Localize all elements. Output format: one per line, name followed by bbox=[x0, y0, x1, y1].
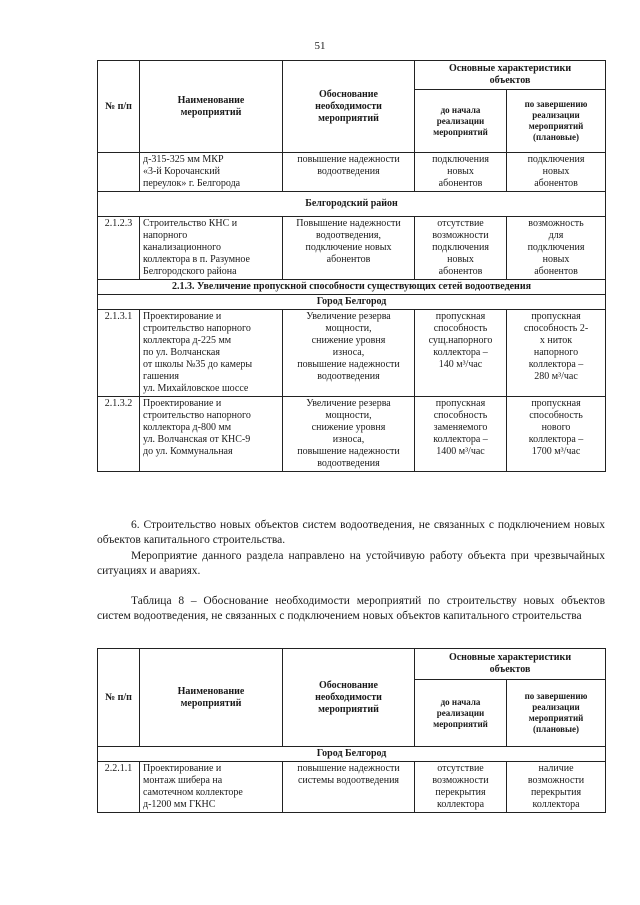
cell-num: 2.1.3.1 bbox=[98, 310, 140, 397]
cell-name: Проектирование и строительство напорного коллектора д-800 мм ул. Волчанская от КНС-9 до ул. Коммунальная bbox=[140, 397, 283, 472]
section-city-belgorod: Город Белгород bbox=[98, 747, 606, 762]
cell-after: пропускная способность 2- х ниток напорного коллектора – 280 м³/час bbox=[507, 310, 606, 397]
paragraph-purpose: Мероприятие данного раздела направлено на устойчивую работу объекта при чрезвычайных ситуациях и авариях. bbox=[97, 550, 605, 577]
table-water-disposal-measures bbox=[97, 60, 606, 472]
cell-after: пропускная способность нового коллектора – 1700 м³/час bbox=[507, 397, 606, 472]
cell-after: наличие возможности перекрытия коллектора bbox=[507, 762, 606, 813]
cell-justification: Повышение надежности водоотведения, подключение новых абонентов bbox=[283, 217, 415, 280]
cell-justification: Увеличение резерва мощности, снижение уровня износа, повышение надежности водоотведения bbox=[283, 310, 415, 397]
cell-name: Проектирование и строительство напорного коллектора д-225 мм по ул. Волчанская от школы №35 до камеры гашения ул. Михайловское шоссе bbox=[140, 310, 283, 397]
cell-justification: повышение надежности водоотведения bbox=[283, 153, 415, 192]
header-justification: Обоснование необходимости мероприятий bbox=[283, 61, 415, 153]
section-row bbox=[98, 280, 606, 295]
cell-justification: повышение надежности системы водоотведения bbox=[283, 762, 415, 813]
cell-before: подключения новых абонентов bbox=[415, 153, 507, 192]
table-8 bbox=[97, 648, 606, 813]
section-belgorod-district: Белгородский район bbox=[98, 192, 606, 217]
header-name: Наименование мероприятий bbox=[140, 61, 283, 153]
header-before: до начала реализации мероприятий bbox=[415, 680, 507, 747]
header-after: по завершению реализации мероприятий (плановые) bbox=[507, 680, 606, 747]
header-characteristics: Основные характеристики объектов bbox=[415, 61, 606, 90]
cell-num bbox=[98, 153, 140, 192]
section-capacity-increase: 2.1.3. Увеличение пропускной способности существующих сетей водоотведения bbox=[98, 280, 606, 295]
header-name: Наименование мероприятий bbox=[140, 649, 283, 747]
header-num: № п/п bbox=[98, 61, 140, 153]
header-num: № п/п bbox=[98, 649, 140, 747]
cell-after: подключения новых абонентов bbox=[507, 153, 606, 192]
paragraph-section-6: 6. Строительство новых объектов систем водоотведения, не связанных с подключением новых объектов капитального строительства. bbox=[97, 519, 605, 546]
section-row bbox=[98, 747, 606, 762]
cell-name: д-315-325 мм МКР «3-й Корочанский переулок» г. Белгорода bbox=[140, 153, 283, 192]
cell-num: 2.1.2.3 bbox=[98, 217, 140, 280]
page-number: 51 bbox=[314, 40, 326, 52]
cell-before: отсутствие возможности перекрытия коллектора bbox=[415, 762, 507, 813]
table-row bbox=[98, 397, 606, 472]
header-characteristics: Основные характеристики объектов bbox=[415, 649, 606, 680]
cell-name: Проектирование и монтаж шибера на самотечном коллекторе д-1200 мм ГКНС bbox=[140, 762, 283, 813]
cell-num: 2.2.1.1 bbox=[98, 762, 140, 813]
section-city-belgorod: Город Белгород bbox=[98, 295, 606, 310]
cell-before: пропускная способность сущ.напорного коллектора – 140 м³/час bbox=[415, 310, 507, 397]
cell-before: пропускная способность заменяемого коллектора – 1400 м³/час bbox=[415, 397, 507, 472]
table-row bbox=[98, 153, 606, 192]
table-row bbox=[98, 310, 606, 397]
table-8-caption: Таблица 8 – Обоснование необходимости мероприятий по строительству новых объектов систем водоотведения, не связанных с подключением новых объектов капитального строительства bbox=[97, 595, 605, 622]
header-justification: Обоснование необходимости мероприятий bbox=[283, 649, 415, 747]
cell-num: 2.1.3.2 bbox=[98, 397, 140, 472]
header-after: по завершению реализации мероприятий (плановые) bbox=[507, 90, 606, 153]
table-row bbox=[98, 217, 606, 280]
cell-before: отсутствие возможности подключения новых абонентов bbox=[415, 217, 507, 280]
cell-after: возможность для подключения новых абонентов bbox=[507, 217, 606, 280]
table-row bbox=[98, 762, 606, 813]
cell-justification: Увеличение резерва мощности, снижение уровня износа, повышение надежности водоотведения bbox=[283, 397, 415, 472]
section-row bbox=[98, 295, 606, 310]
header-before: до начала реализации мероприятий bbox=[415, 90, 507, 153]
cell-name: Строительство КНС и напорного канализационного коллектора в п. Разумное Белгородского района bbox=[140, 217, 283, 280]
section-row bbox=[98, 192, 606, 217]
